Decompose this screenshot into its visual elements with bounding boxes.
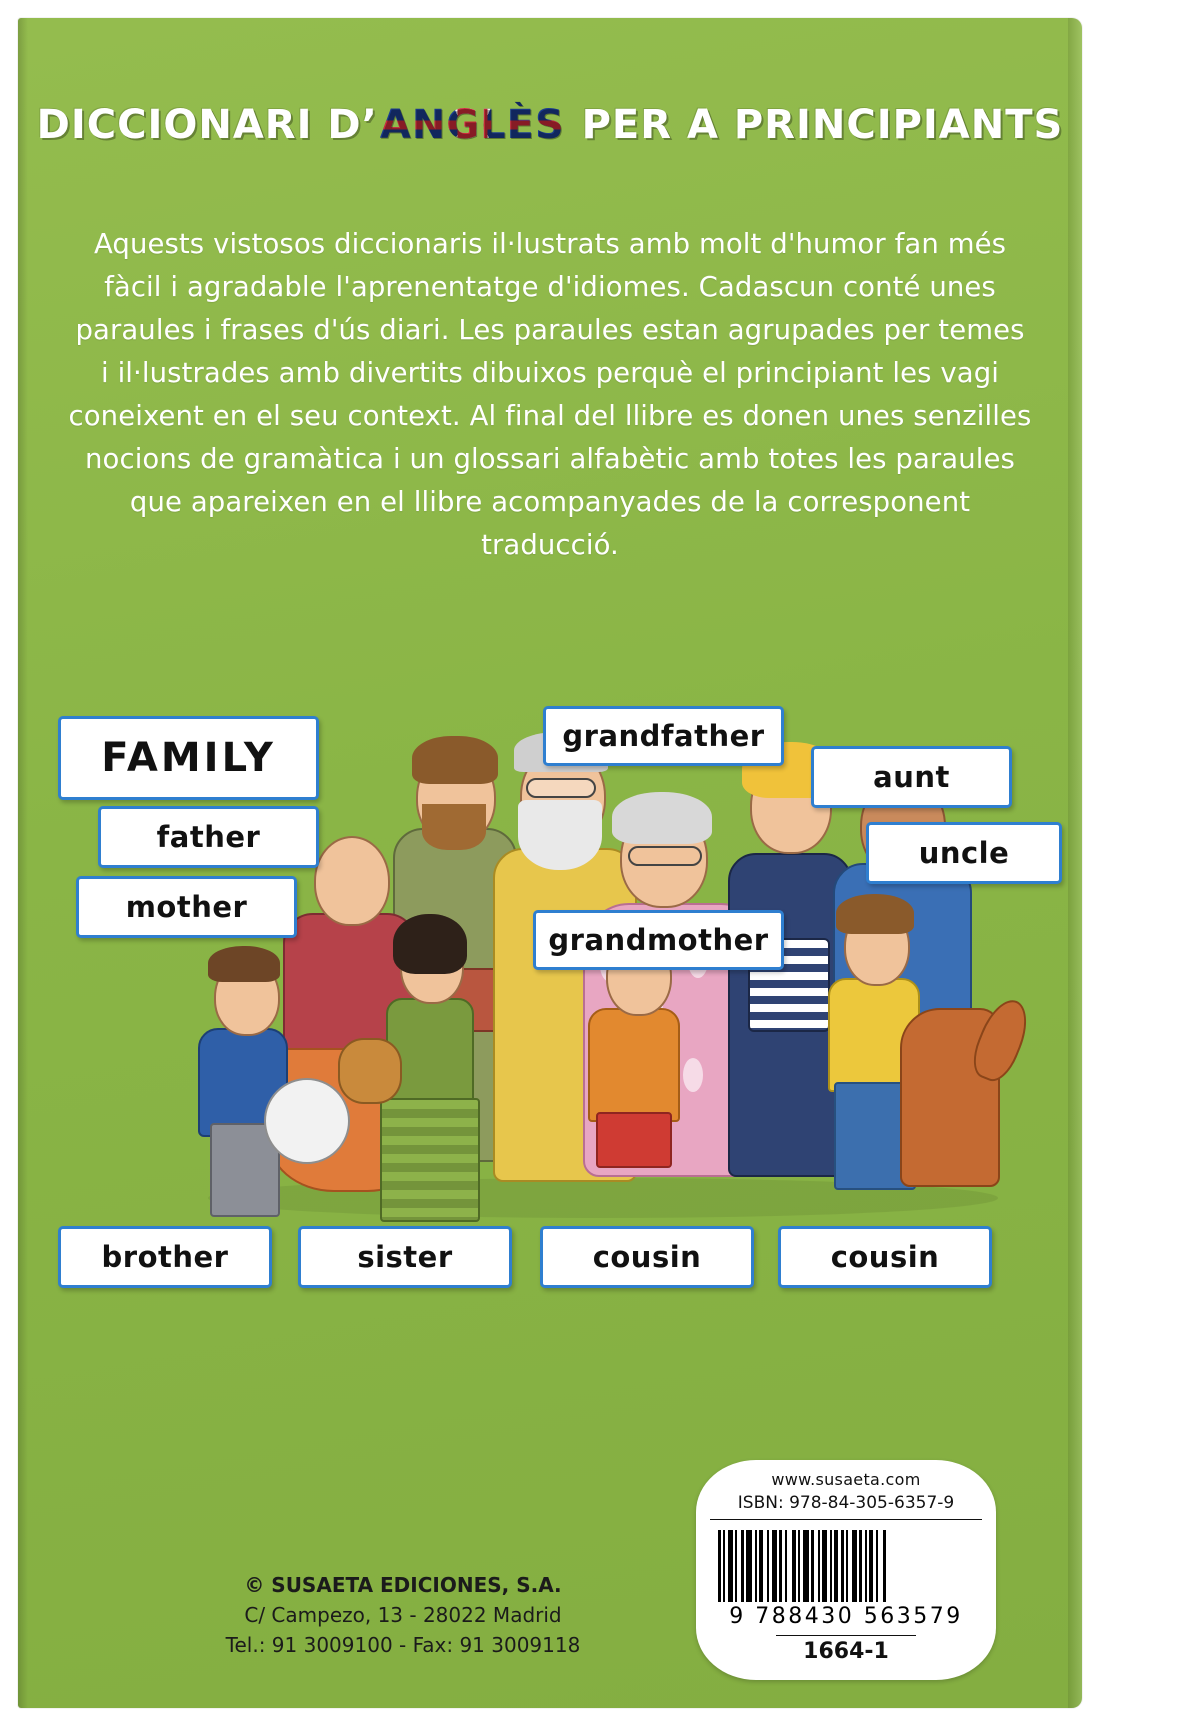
figure-grandfather-beard xyxy=(518,800,602,870)
label-brother-text: brother xyxy=(101,1240,229,1274)
figure-teddy-bear xyxy=(338,1038,402,1104)
label-father xyxy=(98,806,319,868)
cover-blurb: Aquests vistosos diccionaris il·lustrats amb molt d'humor fan més fàcil i agradable l'aprenentatge d'idiomes. Cadascun conté unes paraules i frases d'ús diari. Les paraules estan agrupades per temes i il·lustrades amb divertits dibuixos perquè el principiant les vagi coneixent en el seu context. Al final del llibre es donen unes senzilles nocions de gramàtica i un glossari alfabètic amb totes les paraules que apareixen en el llibre acompanyades de la corresponent traducció. xyxy=(68,228,1032,561)
publisher-address: C/ Campezo, 13 - 28022 Madrid xyxy=(244,1603,562,1627)
figure-cousin-left-shorts xyxy=(596,1112,672,1168)
label-grandfather-text: grandfather xyxy=(562,719,765,753)
label-brother xyxy=(58,1226,272,1288)
label-grandmother xyxy=(533,910,784,970)
barcode-reference: 1664-1 xyxy=(776,1635,916,1664)
label-father-text: father xyxy=(156,820,261,854)
isbn-text: ISBN: 978-84-305-6357-9 xyxy=(710,1493,982,1520)
figure-ball xyxy=(264,1078,350,1164)
figure-sister-skirt xyxy=(380,1098,480,1222)
barcode-bars xyxy=(718,1530,974,1602)
publisher-info xyxy=(168,1570,638,1660)
figure-brother-hair xyxy=(208,946,280,982)
publisher-phone: Tel.: 91 3009100 - Fax: 91 3009118 xyxy=(225,1633,581,1657)
page-edge xyxy=(1068,18,1082,1708)
cover-artwork xyxy=(18,18,1082,1708)
title-text-before: DICCIONARI D’ xyxy=(36,102,378,148)
label-cousin-right xyxy=(778,1226,992,1288)
figure-grandmother-glasses xyxy=(628,846,702,866)
label-family-text: FAMILY xyxy=(101,735,276,781)
barcode-block xyxy=(696,1460,996,1680)
label-family xyxy=(58,716,319,800)
label-cousin-left-text: cousin xyxy=(592,1240,702,1274)
title-text-after: PER A PRINCIPIANTS xyxy=(566,102,1064,148)
label-uncle-text: uncle xyxy=(918,836,1010,870)
figure-mother-head xyxy=(314,836,390,926)
label-aunt-text: aunt xyxy=(873,760,950,794)
cover-title xyxy=(18,100,1082,148)
figure-cousin-left-top xyxy=(588,1008,680,1122)
figure-sister-hair xyxy=(393,914,467,974)
label-aunt xyxy=(811,746,1012,808)
barcode-number: 9 788430 563579 xyxy=(729,1604,963,1629)
figure-father-hair xyxy=(412,736,498,784)
label-sister-text: sister xyxy=(357,1240,453,1274)
label-cousin-left xyxy=(540,1226,754,1288)
family-illustration xyxy=(48,698,1048,1298)
title-flag-word: ANGLÈS xyxy=(379,102,565,148)
label-uncle xyxy=(866,822,1062,884)
spine-shadow xyxy=(18,18,28,1708)
label-cousin-right-text: cousin xyxy=(830,1240,940,1274)
publisher-name: © SUSAETA EDICIONES, S.A. xyxy=(244,1573,562,1597)
figure-cousin-right-hair xyxy=(836,894,914,934)
label-grandfather xyxy=(543,706,784,766)
publisher-website: www.susaeta.com xyxy=(771,1470,921,1489)
figure-grandmother-hair xyxy=(612,792,712,844)
label-mother xyxy=(76,876,297,938)
label-grandmother-text: grandmother xyxy=(548,923,769,957)
figure-grandfather-glasses xyxy=(526,778,596,798)
label-sister xyxy=(298,1226,512,1288)
label-mother-text: mother xyxy=(125,890,248,924)
figure-father-beard xyxy=(422,804,486,850)
